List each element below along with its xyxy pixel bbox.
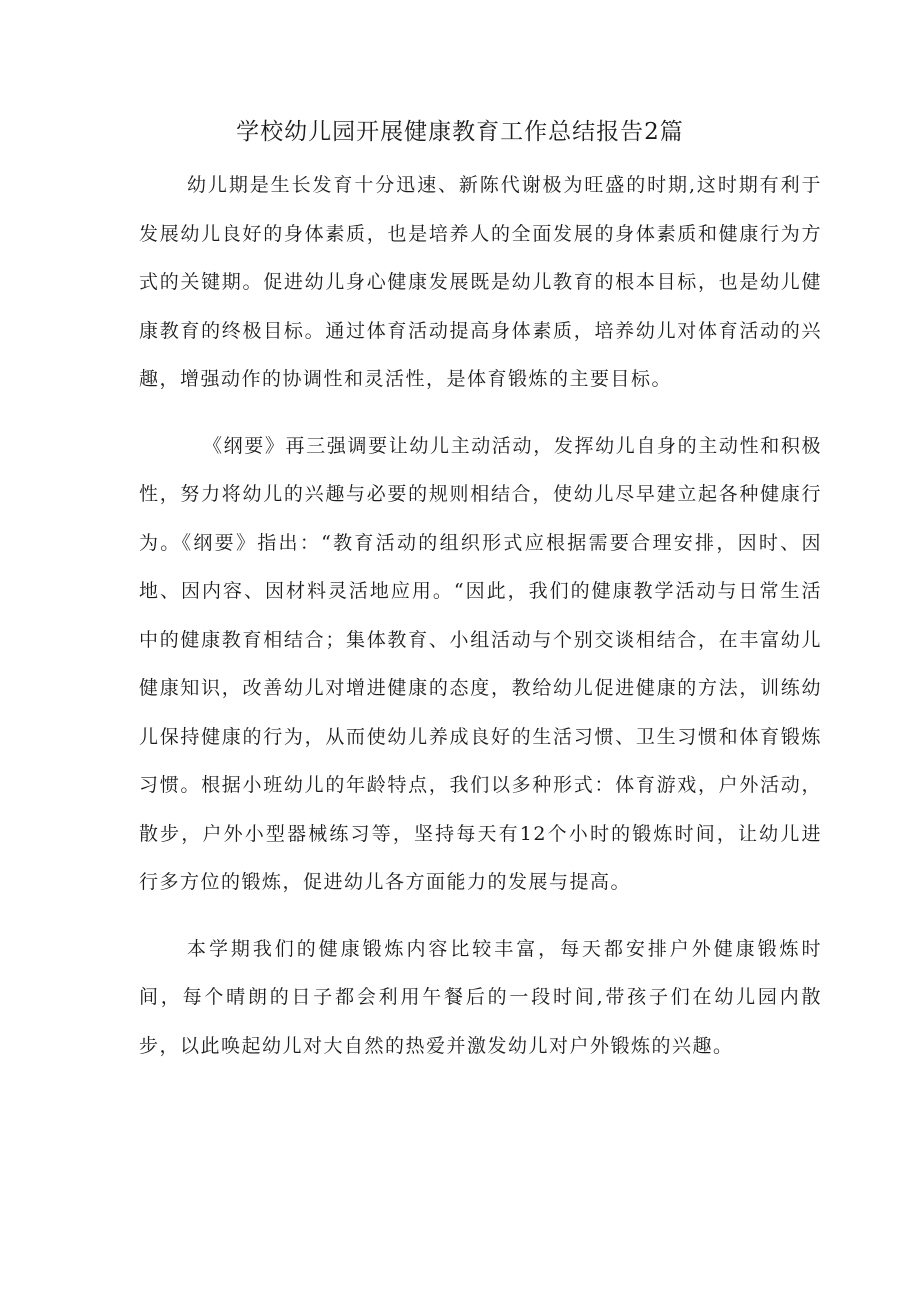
paragraph-2: 《纲要》再三强调要让幼儿主动活动，发挥幼儿自身的主动性和积极性，努力将幼儿的兴趣与必要的规则相结合，使幼儿尽早建立起各种健康行为。《纲要》指出：“教育活动的组织形式应根据需要合理安排，因时、因地、因内容、因材料灵活地应用。“因此，我们的健康教学活动与日常生活中的健康教育相结合；集体教育、小组活动与个别交谈相结合，在丰富幼儿健康知识，改善幼儿对增进健康的态度，教给幼儿促进健康的方法，训练幼儿保持健康的行为，从而使幼儿养成良好的生活习惯、卫生习惯和体育锻炼习惯。根据小班幼儿的年龄特点，我们以多种形式：体育游戏，户外活动，散步，户外小型器械练习等，坚持每天有12个小时的锻炼时间，让幼儿进行多方位的锻炼，促进幼儿各方面能力的发展与提高。: [139, 434, 822, 893]
document-body: [139, 161, 822, 1070]
document-title: 学校幼儿园开展健康教育工作总结报告2篇: [236, 119, 684, 145]
paragraph-1: 幼儿期是生长发育十分迅速、新陈代谢极为旺盛的时期,这时期有利于发展幼儿良好的身体素质，也是培养人的全面发展的身体素质和健康行为方式的关键期。促进幼儿身心健康发展既是幼儿教育的根本目标，也是幼儿健康教育的终极目标。通过体育活动提高身体素质，培养幼儿对体育活动的兴趣，增强动作的协调性和灵活性，是体育锻炼的主要目标。: [139, 174, 822, 390]
paragraph-3: 本学期我们的健康锻炼内容比较丰富，每天都安排户外健康锻炼时间，每个晴朗的日子都会利用午餐后的一段时间,带孩子们在幼儿园内散步，以此唤起幼儿对大自然的热爱并激发幼儿对户外锻炼的兴趣。: [139, 937, 822, 1057]
